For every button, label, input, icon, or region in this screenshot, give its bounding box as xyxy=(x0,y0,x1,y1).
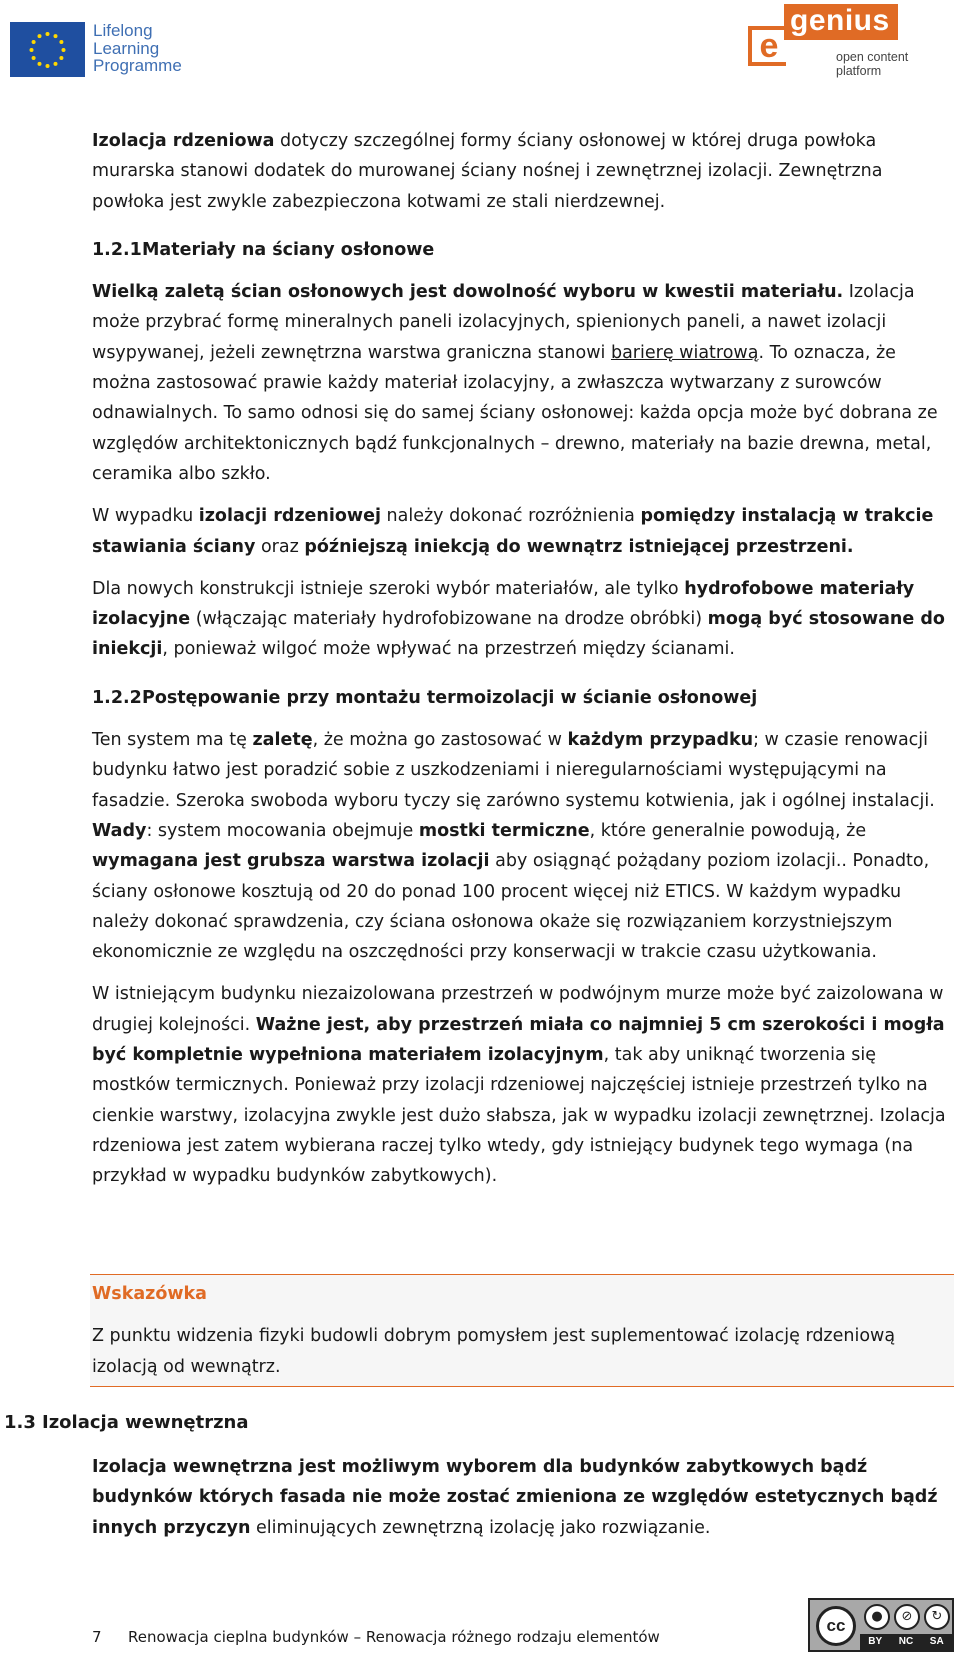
attribution-icon: ● xyxy=(864,1604,890,1630)
sharealike-icon: ↻ xyxy=(924,1604,950,1630)
text-run: W istniejącym budynku niezaizolowana przestrzeń w podwójnym murze może być zaizolowana w drugiej kolejności. xyxy=(92,984,944,1035)
creative-commons-badge xyxy=(808,1598,954,1652)
eu-stars-icon xyxy=(10,22,85,77)
bold-run: hydrofobowe materiały izolacyjne xyxy=(92,578,915,630)
text-run: , tak aby uniknąć tworzenia się mostków termicznych. Ponieważ przy izolacji rdzeniowej najczęściej istnieje przestrzeń tylko na cienkie warstwy, izolacyjna zwykle jest dużo słabsza, jak w wypadku izolacji zewnętrznej. Izolacja rdzeniowa jest zatem wybierana raczej tylko wtedy, gdy istniejący budynek tego wymaga (na przykład w wypadku budynków zabytkowych). xyxy=(92,1045,946,1187)
footer-title: Renowacja cieplna budynków – Renowacja różnego rodzaju elementów xyxy=(128,1628,660,1646)
text-run: , ponieważ wilgoć może wpływać na przestrzeń między ścianami. xyxy=(162,639,735,660)
text-run: oraz xyxy=(255,536,305,557)
bold-run: zaletę xyxy=(252,730,313,751)
text-run: W wypadku xyxy=(92,506,199,527)
heading-number: 1.2.2 xyxy=(92,687,142,708)
egenius-tagline xyxy=(836,50,908,78)
text-run: Ten system ma tę xyxy=(92,730,253,751)
cc-by-label: BY xyxy=(868,1636,883,1647)
bold-run: Wady xyxy=(92,820,147,841)
lll-line-2: Learning xyxy=(93,38,160,58)
text-run: (włączając materiały hydrofobizowane na drodze obróbki) xyxy=(190,609,708,630)
bold-run: mostki termiczne xyxy=(418,820,590,841)
cc-nc-label: NC xyxy=(898,1636,914,1647)
bold-run: wymagana jest grubsza warstwa izolacji xyxy=(92,851,490,872)
text-run: . To oznacza, że można zastosować prawie każdy materiał izolacyjny, a zwłaszcza wytwarzany z surowców odnawialnych. To samo odnosi się do samej ściany osłonowej: każda opcja może być dobrana ze względów architektonicznych bądź funkcjonalnych – drewno, materiały na bazie drewna, metal, ceramika albo szkło. xyxy=(92,342,938,484)
heading-number: 1.2.1 xyxy=(92,239,142,260)
egenius-tagline-1: open content xyxy=(836,50,909,64)
document-body xyxy=(92,126,952,1204)
tip-title: Wskazówka xyxy=(92,1284,207,1304)
cc-icon: cc xyxy=(816,1606,856,1646)
egenius-logo xyxy=(748,4,923,92)
text-run: ; w czasie renowacji budynku łatwo jest poradzić sobie z uszkodzeniami i nieregularnościami występującymi na fasadzie. Szeroka swoboda wyboru tyczy się zarówno systemu kotwienia, jak i ogólnej instalacji. xyxy=(92,730,935,811)
egenius-word: genius xyxy=(784,4,898,40)
wind-barrier-link[interactable]: barierę wiatrową xyxy=(610,342,759,363)
text-run: , że można go zastosować w xyxy=(312,730,568,751)
text-run: Izolacja może przybrać formę mineralnych paneli izolacyjnych, spienionych paneli, a nawet izolacji wsypywanej, jeżeli zewnętrzna warstwa graniczna stanowi xyxy=(92,282,915,363)
text-run: należy dokonać rozróżnienia xyxy=(380,506,641,527)
tip-box xyxy=(90,1274,954,1387)
page-number: 7 xyxy=(92,1628,102,1646)
text-run: Dla nowych konstrukcji istnieje szeroki wybór materiałów, ale tylko xyxy=(92,578,685,599)
heading-1-3 xyxy=(4,1412,249,1433)
text-run: eliminujących zewnętrzną izolację jako rozwiązanie. xyxy=(250,1517,711,1538)
cc-license-bar xyxy=(860,1634,952,1650)
bold-run: Ważne jest, aby przestrzeń miała co najmniej 5 cm szerokości i mogła być kompletnie wypełniona materiałem izolacyjnym xyxy=(92,1014,945,1066)
paragraph-system-advantages xyxy=(92,725,952,967)
heading-title: Materiały na ściany osłonowe xyxy=(142,239,435,260)
bold-run: pomiędzy instalacją w trakcie stawiania ściany xyxy=(92,506,934,557)
bold-run: późniejszą iniekcją do wewnątrz istniejącej przestrzeni. xyxy=(304,536,854,557)
heading-1-2-1 xyxy=(92,235,952,265)
lll-wordmark xyxy=(93,22,182,75)
paragraph-new-constructions xyxy=(92,574,952,665)
bold-run: izolacji rdzeniowej xyxy=(198,506,381,527)
text-run: : system mocowania obejmuje xyxy=(146,820,419,841)
text-run: dotyczy szczególnej formy ściany osłonowej w której druga powłoka murarska stanowi dodatek do murowanej ściany nośnej i zewnętrznej izolacji. Zewnętrzna powłoka jest zwykle zabezpieczona kotwami ze stali nierdzewnej. xyxy=(92,131,883,212)
heading-1-2-2 xyxy=(92,683,952,713)
page-footer xyxy=(92,1628,660,1646)
heading-title: Postępowanie przy montażu termoizolacji w ścianie osłonowej xyxy=(142,687,758,708)
egenius-letter-e: e xyxy=(748,26,786,66)
lifelong-learning-logo xyxy=(10,22,192,80)
text-run: aby osiągnąć pożądany poziom izolacji.. Ponadto, ściany osłonowe kosztują od 20 do ponad 100 procent więcej niż ETICS. W każdym wypadku należy dokonać sprawdzenia, czy ściana osłonowa okaże się rozwiązaniem korzystniejszym ekonomicznie ze względu na oszczędności przy konserwacji w trakcie czasu użytkowania. xyxy=(92,851,930,963)
heading-number: 1.3 xyxy=(4,1412,36,1433)
bold-run: każdym przypadku xyxy=(567,730,754,751)
lll-line-3: Programme xyxy=(93,56,182,75)
cc-license-icons xyxy=(864,1604,950,1630)
paragraph-internal-insulation xyxy=(92,1452,942,1543)
tip-text: Z punktu widzenia fizyki budowli dobrym pomysłem jest suplementować izolację rdzeniową izolacją od wewnątrz. xyxy=(92,1326,896,1377)
bold-run: Wielką zaletą ścian osłonowych jest dowolność wyboru w kwestii materiału. xyxy=(92,282,844,303)
term-bold: Izolacja rdzeniowa xyxy=(92,131,275,151)
noncommercial-icon: ⊘ xyxy=(894,1604,920,1630)
heading-title: Izolacja wewnętrzna xyxy=(42,1412,249,1433)
lll-line-1: Lifelong xyxy=(93,21,153,40)
paragraph-core-distinction xyxy=(92,501,952,562)
text-run: , które generalnie powodują, że xyxy=(589,820,867,841)
cc-sa-label: SA xyxy=(929,1636,944,1647)
eu-flag-icon xyxy=(10,22,85,77)
bold-run: Izolacja wewnętrzna jest możliwym wyborem dla budynków zabytkowych bądź budynków których fasada nie może zostać zmieniona ze względów estetycznych bądź innych przyczyn xyxy=(92,1457,938,1538)
egenius-tagline-2: platform xyxy=(836,64,882,78)
bold-run: mogą być stosowane do iniekcji xyxy=(92,609,945,660)
paragraph-materials xyxy=(92,277,952,489)
paragraph-existing-building xyxy=(92,979,952,1191)
paragraph-core-insulation xyxy=(92,126,952,217)
